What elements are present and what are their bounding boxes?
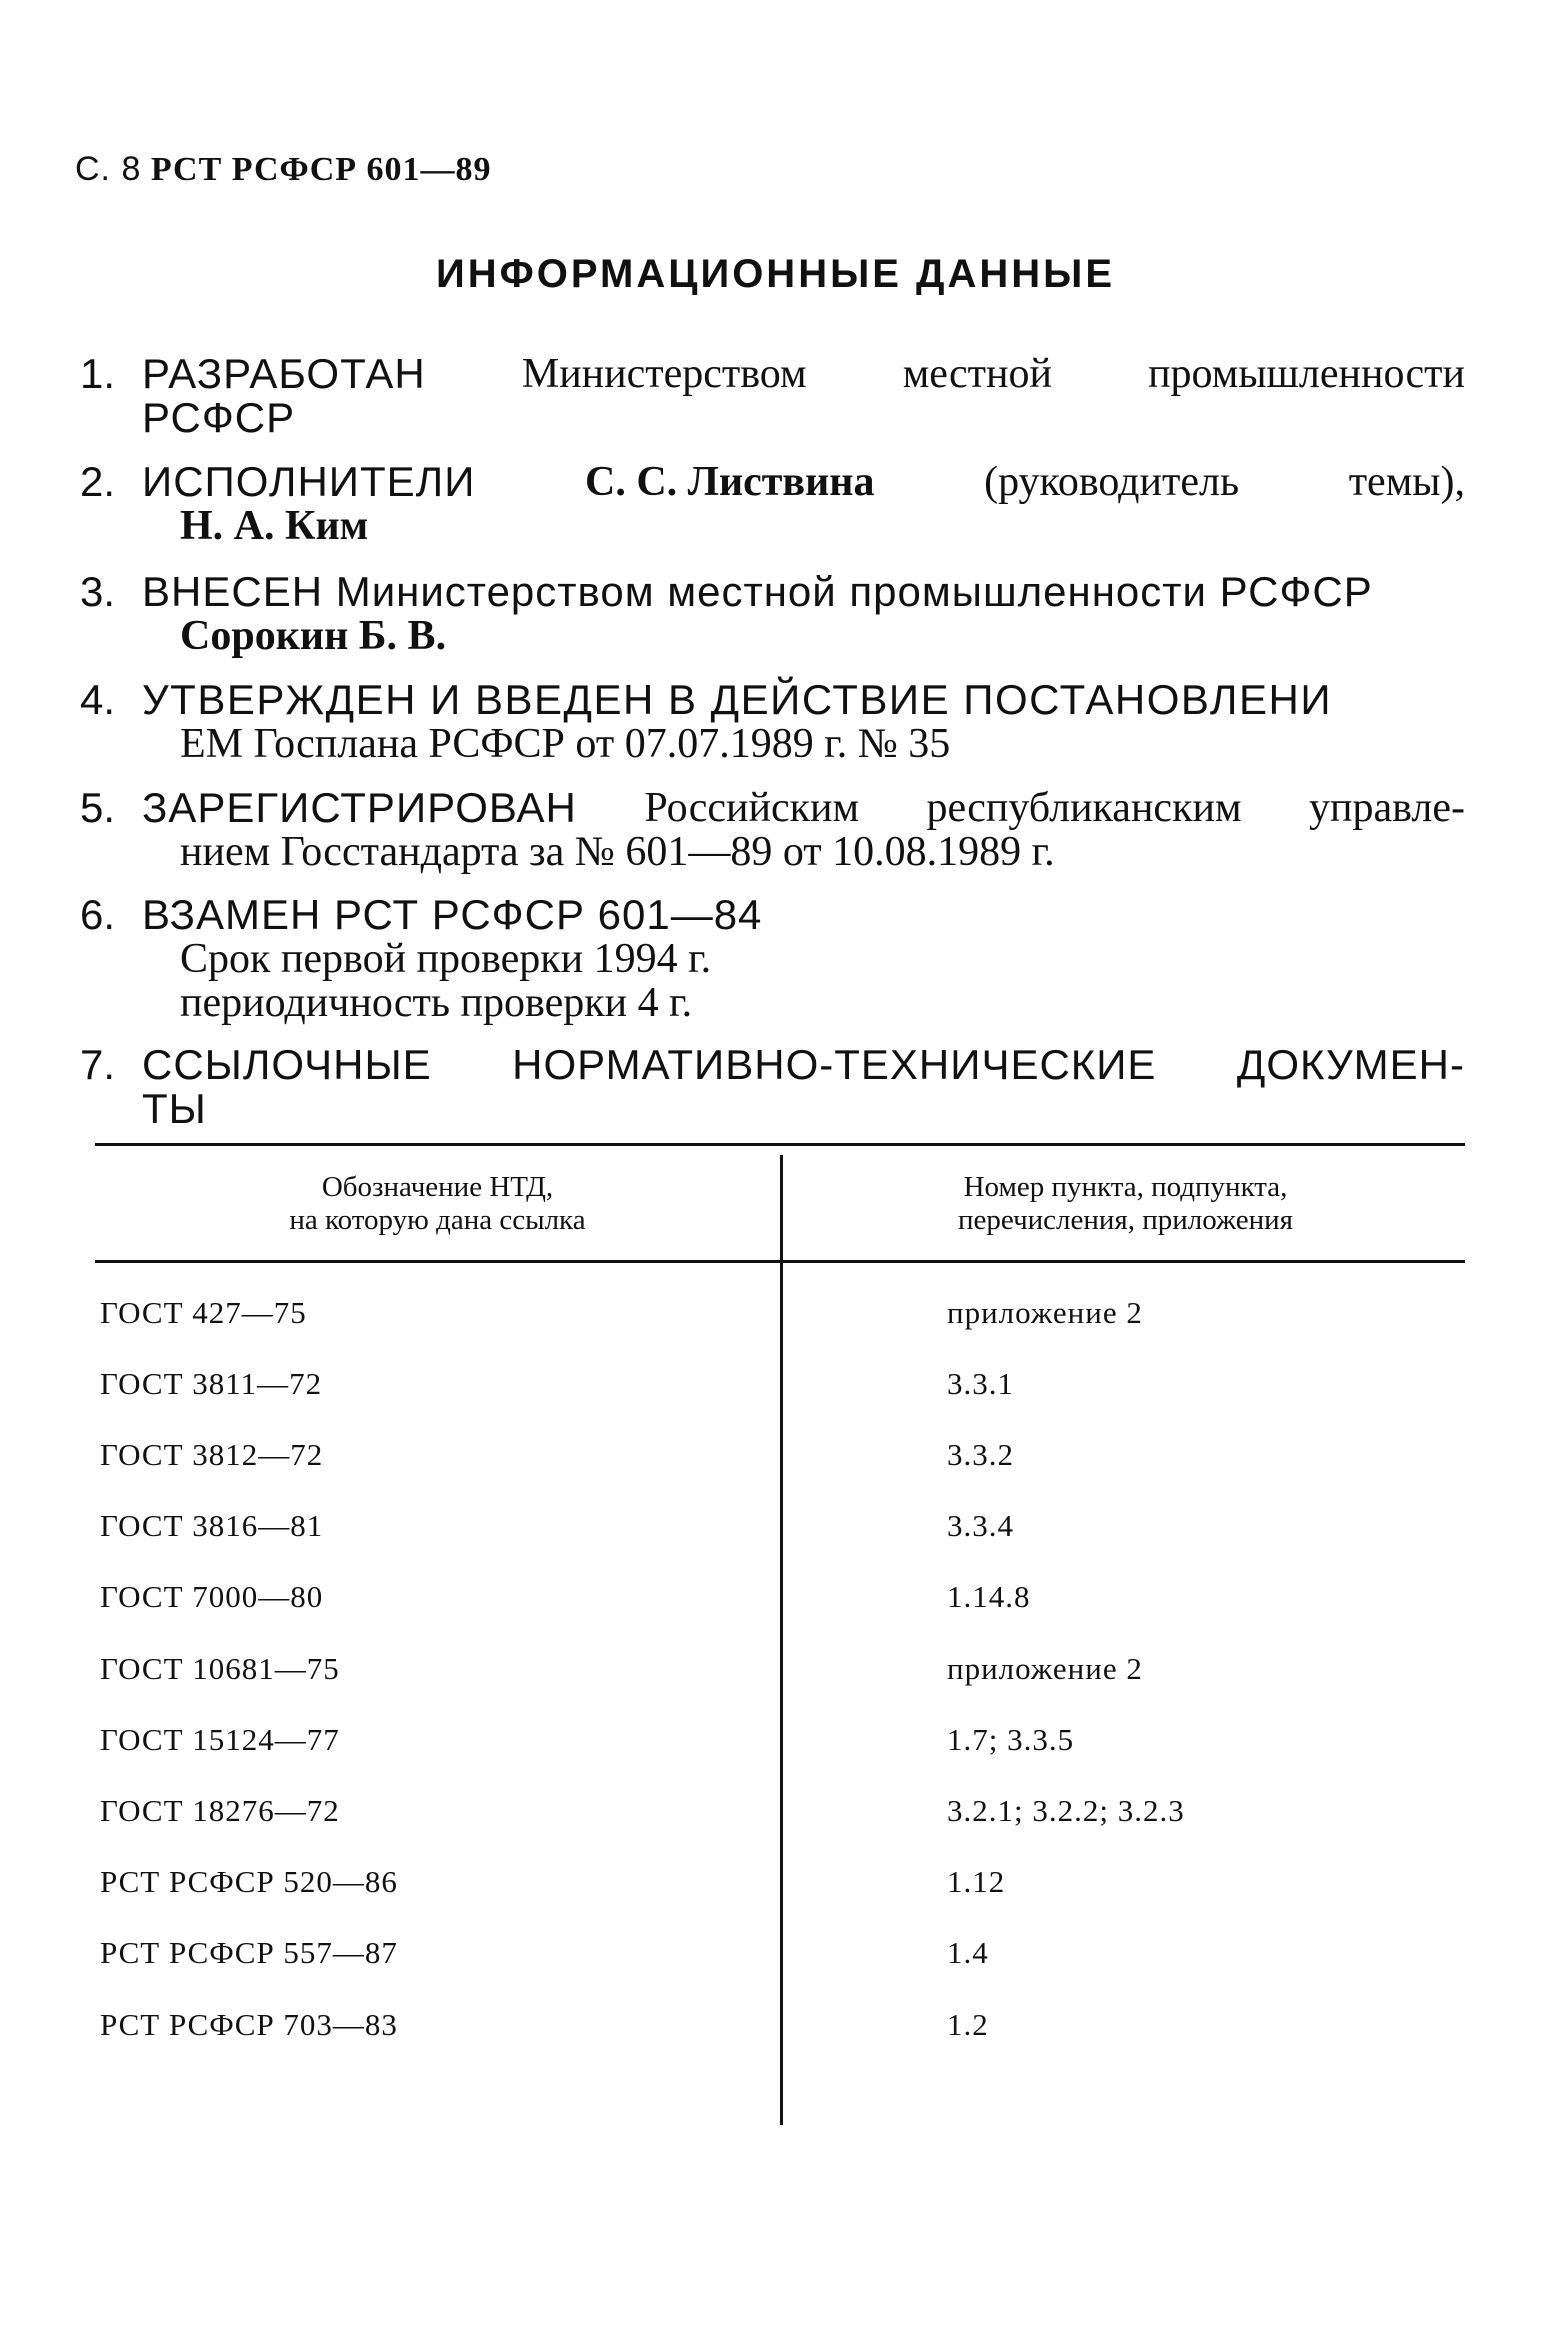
reference-cell: 1.4	[947, 1935, 989, 1970]
document-cell: РСТ РСФСР 557—87	[100, 1935, 398, 1970]
item-text: республиканским	[926, 785, 1242, 831]
reference-cell: 3.3.2	[947, 1437, 1014, 1472]
document-cell: РСТ РСФСР 703—83	[100, 2007, 398, 2042]
item-text: ЕМ Госплана РСФСР от 07.07.1989 г. № 35	[180, 721, 951, 767]
item-text: темы),	[1348, 459, 1465, 505]
item-label: ИСПОЛНИТЕЛИ	[142, 458, 476, 505]
table-row	[95, 1437, 1465, 1487]
info-item-3	[80, 570, 1465, 658]
reference-cell: 3.3.4	[947, 1508, 1014, 1543]
item-text: периодичность проверки 4 г.	[180, 980, 693, 1026]
table-row	[95, 1935, 1465, 1985]
reference-cell: 1.12	[947, 1864, 1006, 1899]
info-item-6	[80, 893, 1465, 1025]
document-cell: ГОСТ 10681—75	[100, 1651, 340, 1686]
info-item-7	[80, 1043, 1465, 1131]
standard-designation: РСТ РСФСР 601—89	[150, 151, 492, 188]
item-text: ВЗАМЕН РСТ РСФСР 601—84	[142, 891, 763, 938]
table-row	[95, 2007, 1465, 2057]
item-text: УТВЕРЖДЕН И ВВЕДЕН В ДЕЙСТВИЕ ПОСТАНОВЛЕНИ	[142, 676, 1333, 723]
document-cell: ГОСТ 3812—72	[100, 1437, 324, 1472]
item-text: местной	[902, 351, 1052, 397]
table-row	[95, 1295, 1465, 1345]
info-item-2	[80, 460, 1465, 548]
page-number: С. 8	[75, 150, 142, 188]
item-text: ТЫ	[142, 1085, 207, 1132]
document-cell: РСТ РСФСР 520—86	[100, 1864, 398, 1899]
document-cell: ГОСТ 18276—72	[100, 1793, 340, 1828]
item-number: 1.	[80, 350, 116, 397]
item-number: 2.	[80, 458, 116, 505]
item-text: РСФСР	[142, 394, 296, 441]
responsible-name: Сорокин Б. В.	[180, 613, 447, 659]
item-number: 3.	[80, 568, 116, 615]
info-item-1	[80, 352, 1465, 440]
reference-documents-table	[95, 1143, 1465, 2128]
page-header	[75, 150, 492, 189]
table-row	[95, 1722, 1465, 1772]
document-cell: ГОСТ 15124—77	[100, 1722, 340, 1757]
reference-cell: приложение 2	[947, 1295, 1143, 1330]
item-text: Срок первой проверки 1994 г.	[180, 936, 712, 982]
table-header-document: Обозначение НТД, на которую дана ссылка	[289, 1171, 586, 1236]
reference-cell: 1.14.8	[947, 1579, 1031, 1614]
item-text: ВНЕСЕН Министерством местной промышленности РСФСР	[142, 568, 1373, 615]
item-number: 4.	[80, 676, 116, 723]
table-row	[95, 1651, 1465, 1701]
table-header-rule	[95, 1260, 1465, 1263]
table-row	[95, 1579, 1465, 1629]
reference-cell: 3.3.1	[947, 1366, 1014, 1401]
document-cell: ГОСТ 3811—72	[100, 1366, 323, 1401]
reference-cell: 1.7; 3.3.5	[947, 1722, 1075, 1757]
info-item-4	[80, 678, 1465, 766]
document-cell: ГОСТ 427—75	[100, 1295, 307, 1330]
table-row	[95, 1864, 1465, 1914]
item-number: 5.	[80, 784, 116, 831]
table-header-reference: Номер пункта, подпункта, перечисления, приложения	[958, 1171, 1293, 1236]
item-number: 7.	[80, 1041, 116, 1088]
reference-cell: 1.2	[947, 2007, 989, 2042]
table-top-rule	[95, 1143, 1465, 1146]
item-text: Российским	[644, 785, 860, 831]
table-row	[95, 1508, 1465, 1558]
info-item-5	[80, 786, 1465, 874]
item-label: РАЗРАБОТАН	[142, 350, 426, 397]
document-cell: ГОСТ 3816—81	[100, 1508, 324, 1543]
reference-cell: 3.2.1; 3.2.2; 3.2.3	[947, 1793, 1185, 1828]
item-text: промышленности	[1148, 351, 1465, 397]
executor-name: С. С. Листвина	[585, 459, 875, 505]
item-text: управле-	[1309, 785, 1465, 831]
section-title: ИНФОРМАЦИОННЫЕ ДАННЫЕ	[435, 252, 1116, 296]
item-label: ЗАРЕГИСТРИРОВАН	[142, 784, 577, 831]
item-number: 6.	[80, 891, 116, 938]
table-row	[95, 1793, 1465, 1843]
item-text: Министерством	[521, 351, 807, 397]
item-text: (руководитель	[984, 459, 1240, 505]
table-row	[95, 1366, 1465, 1416]
reference-cell: приложение 2	[947, 1651, 1143, 1686]
item-text: НОРМАТИВНО-ТЕХНИЧЕСКИЕ	[512, 1041, 1157, 1088]
document-cell: ГОСТ 7000—80	[100, 1579, 324, 1614]
executor-name: Н. А. Ким	[180, 503, 369, 549]
item-text: ДОКУМЕН-	[1236, 1041, 1465, 1088]
item-text: нием Госстандарта за № 601—89 от 10.08.1989 г.	[180, 829, 1055, 875]
item-text: ССЫЛОЧНЫЕ	[142, 1041, 432, 1088]
